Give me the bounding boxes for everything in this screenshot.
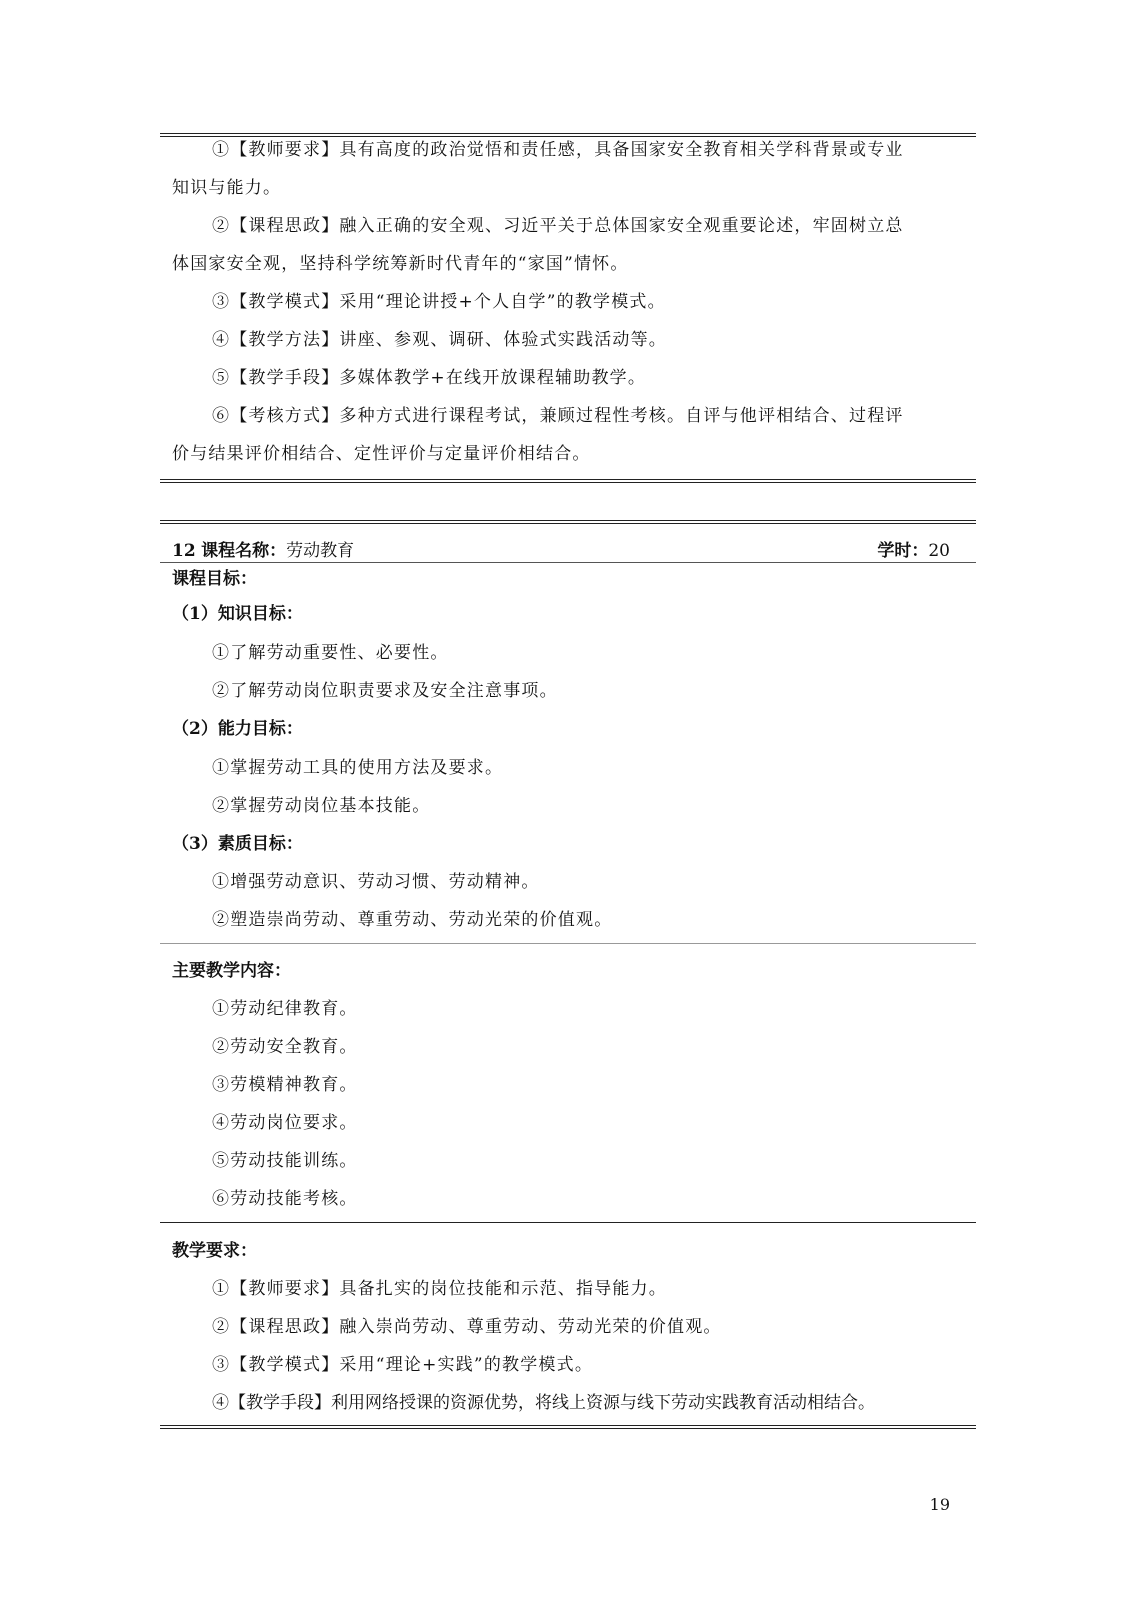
req-teacher-line1: ①【教师要求】具有高度的政治觉悟和责任感，具备国家安全教育相关学科背景或专业 (212, 140, 904, 160)
course-name-label: 课程名称： (201, 541, 287, 561)
quality-goals-heading: （3）素质目标： (172, 834, 303, 854)
requirement-2: ②【课程思政】融入崇尚劳动、尊重劳动、劳动光荣的价值观。 (212, 1317, 722, 1337)
course-number: 12 (172, 541, 196, 561)
req-teacher-line2: 知识与能力。 (172, 178, 282, 198)
course-hours (877, 540, 950, 562)
requirement-1: ①【教师要求】具备扎实的岗位技能和示范、指导能力。 (212, 1279, 667, 1299)
quality-goal-2: ②塑造崇尚劳动、尊重劳动、劳动光荣的价值观。 (212, 910, 613, 930)
ability-goals-heading: （2）能力目标： (172, 719, 303, 739)
knowledge-goal-2: ②了解劳动岗位职责要求及安全注意事项。 (212, 681, 558, 701)
top-section-bottom-rule-1 (160, 479, 976, 480)
course-header-bottom-rule (160, 562, 976, 563)
requirements-bottom-rule-2 (160, 1428, 976, 1429)
req-assessment-line1: ⑥【考核方式】多种方式进行课程考试，兼顾过程性考核。自评与他评相结合、过程评 (212, 406, 904, 426)
course-hours-value: 20 (928, 541, 950, 561)
quality-goal-1: ①增强劳动意识、劳动习惯、劳动精神。 (212, 872, 540, 892)
content-item-5: ⑤劳动技能训练。 (212, 1151, 358, 1171)
req-ideology-line2: 体国家安全观，坚持科学统筹新时代青年的“家国”情怀。 (172, 254, 629, 274)
goals-bottom-rule (160, 943, 976, 944)
requirement-4: ④【教学手段】利用网络授课的资源优势，将线上资源与线下劳动实践教育活动相结合。 (212, 1393, 875, 1413)
course-hours-label: 学时： (877, 541, 929, 561)
knowledge-goals-heading: （1）知识目标： (172, 604, 303, 624)
content-item-2: ②劳动安全教育。 (212, 1037, 358, 1057)
goals-heading: 课程目标： (172, 569, 257, 589)
course-name: 劳动教育 (286, 541, 355, 561)
req-means: ⑤【教学手段】多媒体教学+在线开放课程辅助教学。 (212, 368, 647, 388)
req-assessment-line2: 价与结果评价相结合、定性评价与定量评价相结合。 (172, 444, 591, 464)
content-heading: 主要教学内容： (172, 961, 291, 981)
req-ideology-line1: ②【课程思政】融入正确的安全观、习近平关于总体国家安全观重要论述，牢固树立总 (212, 216, 904, 236)
req-method: ④【教学方法】讲座、参观、调研、体验式实践活动等。 (212, 330, 667, 350)
content-item-3: ③劳模精神教育。 (212, 1075, 358, 1095)
requirements-bottom-rule-1 (160, 1425, 976, 1426)
req-mode: ③【教学模式】采用“理论讲授+个人自学”的教学模式。 (212, 292, 666, 312)
ability-goal-2: ②掌握劳动岗位基本技能。 (212, 796, 431, 816)
course-header-top-rule-2 (160, 523, 976, 524)
requirement-3: ③【教学模式】采用“理论+实践”的教学模式。 (212, 1355, 594, 1375)
content-item-6: ⑥劳动技能考核。 (212, 1189, 358, 1209)
content-bottom-rule (160, 1222, 976, 1223)
knowledge-goal-1: ①了解劳动重要性、必要性。 (212, 643, 449, 663)
ability-goal-1: ①掌握劳动工具的使用方法及要求。 (212, 758, 504, 778)
top-section-bottom-rule-2 (160, 482, 976, 483)
content-item-1: ①劳动纪律教育。 (212, 999, 358, 1019)
page-number: 19 (929, 1495, 950, 1514)
course-header-top-rule-1 (160, 520, 976, 521)
content-item-4: ④劳动岗位要求。 (212, 1113, 358, 1133)
top-rule-1 (160, 133, 976, 134)
requirements-heading: 教学要求： (172, 1241, 257, 1261)
top-rule-2 (160, 136, 976, 137)
course-title (172, 540, 354, 562)
document-page (160, 0, 976, 1600)
